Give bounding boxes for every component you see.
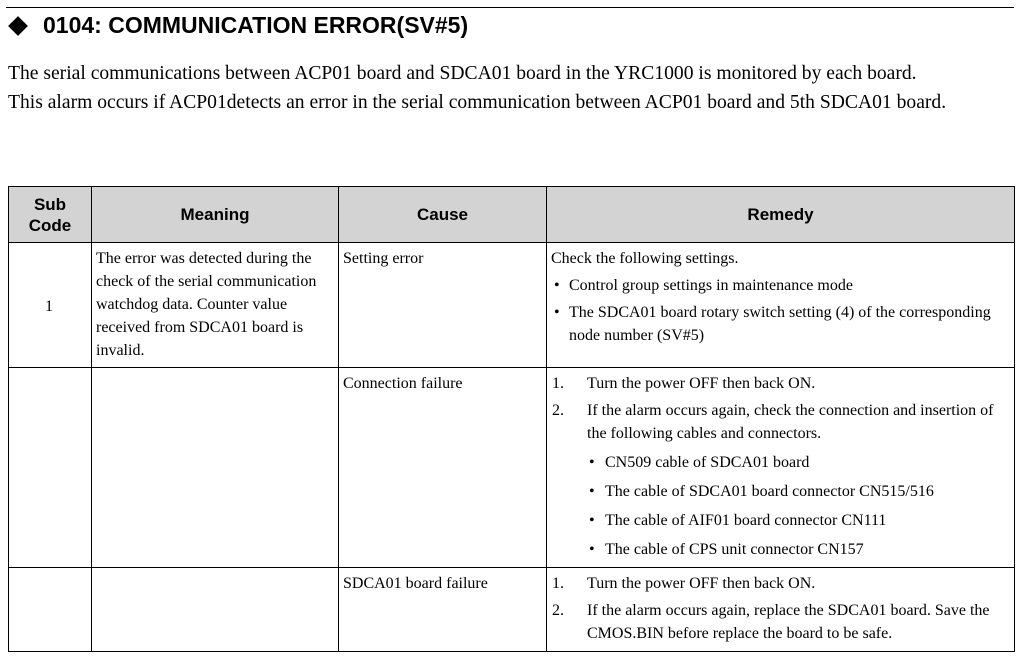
column-header-meaning: Meaning [92, 187, 339, 243]
column-header-cause: Cause [339, 187, 547, 243]
remedy-bullet-list [551, 274, 1008, 347]
cable-check-item: • The cable of AIF01 board connector CN111 [587, 509, 1008, 532]
table-row [9, 368, 1015, 568]
alarm-heading [8, 12, 468, 39]
remedy-steps-list [551, 572, 1008, 645]
remedy-step [551, 372, 1008, 395]
remedy-step [551, 599, 1008, 645]
meaning-cell [92, 568, 339, 652]
cause-cell: Setting error [339, 243, 547, 368]
sub-code-cell: 1 [9, 243, 92, 368]
remedy-cell [547, 368, 1015, 568]
description-paragraph-2: This alarm occurs if ACP01detects an error in the serial communication between ACP01 board and 5th SDCA01 board. [8, 91, 947, 113]
cable-check-item: • The cable of SDCA01 board connector CN515/516 [587, 480, 1008, 503]
cable-check-item: • CN509 cable of SDCA01 board [587, 451, 1008, 474]
remedy-cell [547, 243, 1015, 368]
step-number: 2. [552, 602, 564, 619]
remedy-intro: Check the following settings. [551, 250, 739, 267]
step-text: If the alarm occurs again, replace the SDCA01 board. Save the CMOS.BIN before replace the board to be safe. [587, 602, 990, 642]
column-header-remedy: Remedy [547, 187, 1015, 243]
remedy-step [551, 399, 1008, 561]
step-number: 2. [552, 402, 564, 419]
sub-code-cell [9, 368, 92, 568]
cable-check-item: • The cable of CPS unit connector CN157 [587, 538, 1008, 561]
remedy-cell [547, 568, 1015, 652]
diamond-bullet-icon [8, 16, 28, 36]
alarm-table [8, 186, 1015, 652]
alarm-description [8, 60, 1008, 117]
remedy-step [551, 572, 1008, 595]
remedy-bullet-item: • The SDCA01 board rotary switch setting (4) of the corresponding node number (SV#5) [551, 301, 1008, 347]
step-text: Turn the power OFF then back ON. [587, 375, 816, 392]
alarm-title: 0104: COMMUNICATION ERROR(SV#5) [43, 12, 469, 38]
top-rule [6, 7, 1014, 8]
cause-cell: Connection failure [339, 368, 547, 568]
column-header-sub-code: Sub Code [9, 187, 92, 243]
table-row [9, 243, 1015, 368]
remedy-steps-list [551, 372, 1008, 561]
step-number: 1. [552, 375, 564, 392]
sub-code-cell [9, 568, 92, 652]
description-paragraph-1: The serial communications between ACP01 board and SDCA01 board in the YRC1000 is monitored by each board. [8, 63, 917, 84]
step-text: If the alarm occurs again, check the connection and insertion of the following cables and connectors. [587, 402, 994, 442]
table-row [9, 568, 1015, 652]
step-number: 1. [552, 575, 564, 592]
table-header-row [9, 187, 1015, 243]
step-text: Turn the power OFF then back ON. [587, 575, 816, 592]
meaning-cell: The error was detected during the check of the serial communication watchdog data. Counter value received from SDCA01 board is invalid. [92, 243, 339, 368]
meaning-cell [92, 368, 339, 568]
cause-cell: SDCA01 board failure [339, 568, 547, 652]
cable-checklist [587, 451, 1008, 561]
remedy-bullet-item: • Control group settings in maintenance mode [551, 274, 1008, 297]
